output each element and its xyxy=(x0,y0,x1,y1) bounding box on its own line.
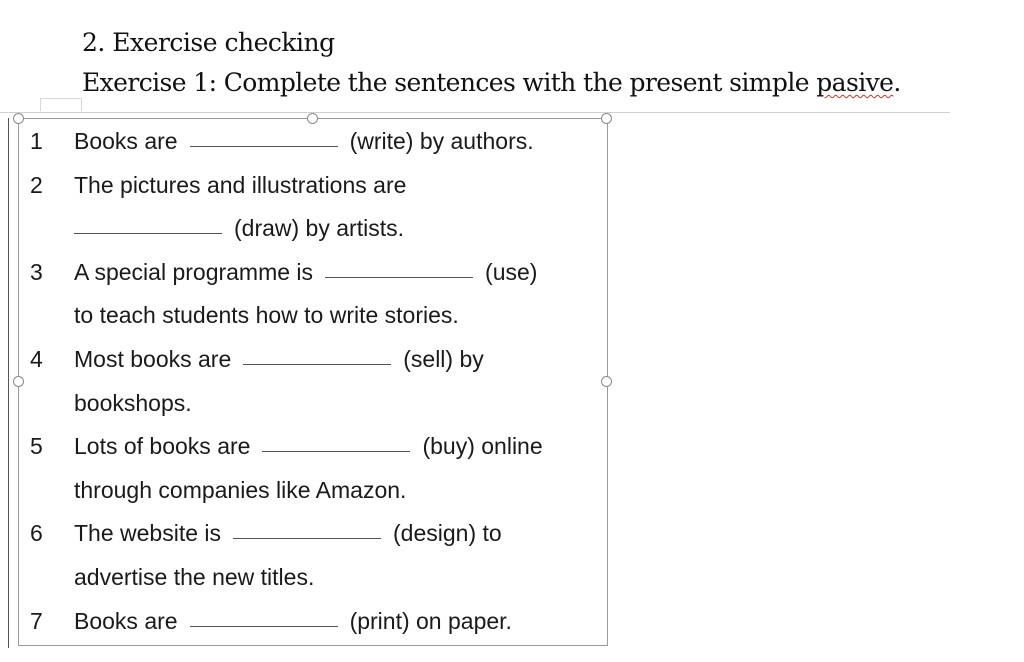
instruction-period: . xyxy=(893,68,901,97)
sentence-end: (buy) online xyxy=(422,433,543,460)
sentence-text xyxy=(74,298,459,332)
sentence-text xyxy=(74,386,192,420)
sentence-end: (write) by authors. xyxy=(349,128,534,154)
sentence-text-segment: through companies like Amazon. xyxy=(74,476,407,503)
sentence-text-segment: to teach students how to write stories. xyxy=(74,302,459,329)
sentence-text xyxy=(74,342,484,376)
item-number: 4 xyxy=(30,345,43,372)
sentence-text xyxy=(74,429,543,463)
item-number: 5 xyxy=(30,433,43,460)
sentence-text xyxy=(74,255,537,289)
sentence-end: (draw) by artists. xyxy=(234,215,404,242)
sentence-end: (sell) by xyxy=(403,345,484,372)
answer-blank[interactable] xyxy=(262,450,410,452)
sentence-text xyxy=(74,604,512,638)
answer-blank[interactable] xyxy=(74,232,222,234)
sentence-start: Books are xyxy=(74,128,178,154)
item-number: 2 xyxy=(30,171,43,198)
item-number: 3 xyxy=(30,258,43,285)
spellcheck-flagged-word[interactable]: pasive xyxy=(816,68,894,97)
sentence-text xyxy=(74,473,406,507)
sentence-text-segment: bookshops. xyxy=(74,389,192,416)
resize-handle-top-middle[interactable] xyxy=(307,113,318,124)
resize-handle-middle-right[interactable] xyxy=(601,376,612,387)
sentence-text xyxy=(74,211,404,245)
answer-blank[interactable] xyxy=(325,276,473,278)
answer-blank[interactable] xyxy=(233,537,381,539)
sentence-text xyxy=(74,560,314,594)
left-margin-guide xyxy=(8,118,9,648)
sentence-start: The website is xyxy=(74,520,222,547)
item-number: 1 xyxy=(30,128,43,154)
sentence-start: A special programme is xyxy=(74,258,314,285)
sentence-text-segment: The pictures and illustrations are xyxy=(74,171,407,198)
item-number: 6 xyxy=(30,520,43,547)
sentence-end: (design) to xyxy=(393,520,502,547)
sentence-start: Lots of books are xyxy=(74,433,251,460)
resize-handle-middle-left[interactable] xyxy=(13,376,24,387)
sentence-start: Most books are xyxy=(74,345,232,372)
sentence-text xyxy=(74,168,406,202)
answer-blank[interactable] xyxy=(243,363,391,365)
instruction-text: Exercise 1: Complete the sentences with the present simple xyxy=(82,68,817,97)
item-number: 7 xyxy=(30,607,43,634)
sentence-start: Books are xyxy=(74,607,178,634)
document-heading: 2. Exercise checking xyxy=(82,28,335,57)
answer-blank[interactable] xyxy=(190,625,338,627)
answer-blank[interactable] xyxy=(190,145,338,147)
sentence-text xyxy=(74,516,502,550)
resize-handle-top-right[interactable] xyxy=(601,113,612,124)
sentence-end: (use) xyxy=(485,258,538,285)
sentence-text xyxy=(74,124,534,158)
ghost-table-cell xyxy=(40,98,82,111)
table-gridline xyxy=(0,112,950,113)
sentence-end: (print) on paper. xyxy=(349,607,512,634)
resize-handle-top-left[interactable] xyxy=(13,113,24,124)
sentence-text-segment: advertise the new titles. xyxy=(74,563,315,590)
exercise-instruction xyxy=(82,68,901,97)
